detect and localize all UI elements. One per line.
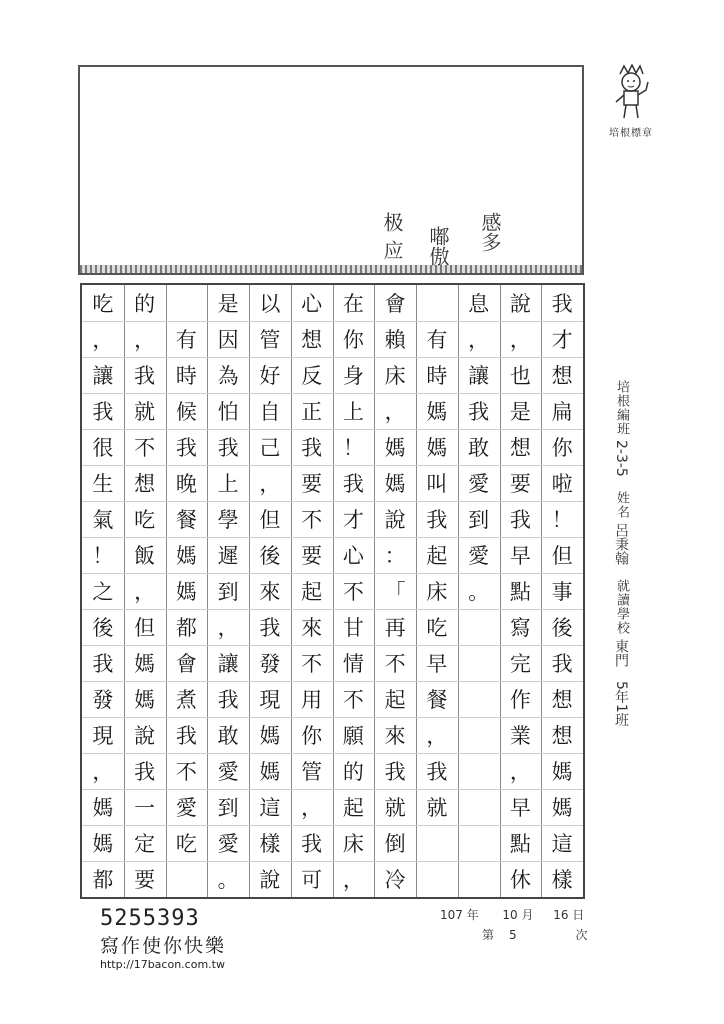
grid-cell: 媽 (551, 796, 573, 820)
grid-cell: 床 (384, 364, 406, 388)
grid-cell: 吃 (175, 832, 197, 856)
grid-cell: 是 (217, 292, 239, 316)
grid-cell: 早 (509, 796, 531, 820)
grid-cell (458, 861, 500, 897)
grid-cell: 為 (217, 364, 239, 388)
grid-cell: 媽 (175, 580, 197, 604)
grid-cell: 管 (301, 760, 323, 784)
grid-cell: 有 (175, 328, 197, 352)
date-year-unit: 年 (466, 908, 479, 922)
grid-cell: 但 (134, 616, 156, 640)
grid-cell: 樣 (259, 832, 281, 856)
grid-cell: 我 (134, 760, 156, 784)
grid-cell: 我 (301, 436, 323, 460)
grid-cell: 我 (509, 508, 531, 532)
grid-cell: ， (509, 760, 531, 784)
grid-cell: 飯 (134, 544, 156, 568)
grid-cell: 再 (384, 616, 406, 640)
grid-cell: 媽 (384, 472, 406, 496)
grid-cell: 我 (175, 724, 197, 748)
grid-cell: 我 (342, 472, 364, 496)
grid-cell: 反 (301, 364, 323, 388)
teacher-comment-line: 感多 (478, 212, 502, 252)
grid-cell: 倒 (384, 832, 406, 856)
grid-cell: 會 (384, 292, 406, 316)
grid-cell: 時 (426, 364, 448, 388)
grid-cell: 讓 (468, 364, 490, 388)
grid-cell (416, 285, 458, 321)
date-month: 10 (502, 908, 518, 922)
grid-cell: 想 (301, 328, 323, 352)
grid-cell: 氣 (92, 508, 114, 532)
grid-cell: 要 (509, 472, 531, 496)
grid-cell: 不 (384, 652, 406, 676)
name-label: 姓名 (614, 490, 629, 519)
grid-cell: ， (342, 868, 364, 892)
grid-cell: 愛 (468, 544, 490, 568)
grid-cell: 吃 (92, 292, 114, 316)
grid-cell: ， (134, 580, 156, 604)
grid-cell: 這 (551, 832, 573, 856)
grid-cell: 愛 (217, 832, 239, 856)
grid-cell: 「 (384, 580, 406, 604)
class-id-value: 2-3-5 (613, 440, 629, 477)
date-day-unit: 日 (572, 908, 585, 922)
grid-cell: 。 (468, 580, 490, 604)
grid-cell: 我 (217, 436, 239, 460)
grid-cell: 身 (342, 364, 364, 388)
grid-cell: 都 (92, 868, 114, 892)
session-prefix: 第 (482, 928, 495, 942)
grid-cell: 才 (342, 508, 364, 532)
teacher-comment-line: 应 (380, 240, 404, 260)
grid-cell: 息 (468, 292, 490, 316)
grid-cell: 很 (92, 436, 114, 460)
grid-cell: 讓 (92, 364, 114, 388)
grid-cell: 媽 (175, 544, 197, 568)
grid-cell: ， (426, 724, 448, 748)
grid-cell: 我 (426, 760, 448, 784)
grid-cell: 發 (259, 652, 281, 676)
grid-cell: 遲 (217, 544, 239, 568)
grid-cell: ， (509, 328, 531, 352)
grid-cell: 的 (342, 760, 364, 784)
grid-cell: ， (217, 616, 239, 640)
grid-cell: 敢 (468, 436, 490, 460)
grid-cell: 媽 (259, 760, 281, 784)
grid-cell: 後 (551, 616, 573, 640)
grid-cell: 床 (342, 832, 364, 856)
student-info (604, 380, 638, 741)
grid-cell: 心 (301, 292, 323, 316)
grid-cell: 寫 (509, 616, 531, 640)
grid-cell: ！ (551, 508, 573, 532)
grid-cell: 媽 (134, 652, 156, 676)
grid-cell: 不 (342, 580, 364, 604)
grid-cell: 業 (509, 724, 531, 748)
grid-cell: 我 (134, 364, 156, 388)
grid-cell: 不 (301, 652, 323, 676)
grid-cell: 媽 (259, 724, 281, 748)
grid-cell: 到 (217, 580, 239, 604)
grid-cell: 情 (342, 652, 364, 676)
grid-cell: 點 (509, 832, 531, 856)
grid-cell: 但 (259, 508, 281, 532)
grid-cell: ， (468, 328, 490, 352)
grid-cell: 不 (175, 760, 197, 784)
grid-cell: 愛 (217, 760, 239, 784)
grid-cell: 吃 (134, 508, 156, 532)
grid-cell: 不 (134, 436, 156, 460)
grid-cell: 煮 (175, 688, 197, 712)
grid-cell: 我 (259, 616, 281, 640)
date-month-unit: 月 (521, 908, 534, 922)
grid-cell: ， (259, 472, 281, 496)
grid-cell: 說 (259, 868, 281, 892)
grid-cell: 我 (301, 832, 323, 856)
grid-cell: 到 (468, 508, 490, 532)
grid-cell: 要 (301, 472, 323, 496)
grid-cell: 後 (259, 544, 281, 568)
grid-cell: 就 (384, 796, 406, 820)
website-url: http://17bacon.com.tw (100, 958, 225, 971)
grid-cell: 起 (384, 688, 406, 712)
comment-box-edge (80, 265, 582, 273)
teacher-comment-box (78, 65, 584, 275)
grid-cell: ， (92, 328, 114, 352)
grid-cell: 想 (551, 724, 573, 748)
grid-cell: 用 (301, 688, 323, 712)
grid-cell: 啦 (551, 472, 573, 496)
grid-cell: 正 (301, 400, 323, 424)
date-line (440, 906, 590, 923)
grid-cell: 愛 (468, 472, 490, 496)
grid-cell: 就 (426, 796, 448, 820)
grid-cell: 好 (259, 364, 281, 388)
grid-cell: 想 (134, 472, 156, 496)
grid-cell: 媽 (92, 832, 114, 856)
grid-cell (458, 609, 500, 645)
grid-cell: 在 (342, 292, 364, 316)
grid-cell: 我 (92, 652, 114, 676)
grid-cell: 餐 (175, 508, 197, 532)
grid-cell: 這 (259, 796, 281, 820)
grid-cell: 我 (384, 760, 406, 784)
grid-cell (165, 285, 207, 321)
date-day: 16 (553, 908, 569, 922)
teacher-comment-line: 嘟傲 (426, 226, 450, 266)
grid-cell: 願 (342, 724, 364, 748)
grid-cell: 時 (175, 364, 197, 388)
grid-cell: 休 (509, 868, 531, 892)
grid-cell: 我 (551, 652, 573, 676)
student-code: 5255393 (100, 906, 200, 931)
grid-cell: 樣 (551, 868, 573, 892)
grid-cell: 也 (509, 364, 531, 388)
grid-cell: ， (92, 760, 114, 784)
grid-cell (458, 789, 500, 825)
session-unit: 次 (575, 928, 588, 942)
teacher-comment-line: 极 (380, 212, 404, 232)
grid-cell: 冷 (384, 868, 406, 892)
school-value: 東門 (613, 638, 629, 667)
grid-cell: 要 (301, 544, 323, 568)
grid-cell: 說 (509, 292, 531, 316)
footer (100, 906, 270, 971)
grid-cell: 餐 (426, 688, 448, 712)
grid-cell: 自 (259, 400, 281, 424)
session-number: 5 (509, 928, 517, 942)
grid-cell: 作 (509, 688, 531, 712)
grid-cell: 你 (342, 328, 364, 352)
grid-cell: 讓 (217, 652, 239, 676)
grid-cell: ： (384, 544, 406, 568)
grid-cell: 有 (426, 328, 448, 352)
grid-cell (458, 645, 500, 681)
grid-cell: 點 (509, 580, 531, 604)
class-id-label: 培根編班 (614, 380, 629, 436)
grid-cell: 說 (384, 508, 406, 532)
grid-cell: 甘 (342, 616, 364, 640)
stamp-label: 培根標章 (609, 128, 653, 139)
grid-cell: 媽 (384, 436, 406, 460)
grid-cell: 媽 (426, 400, 448, 424)
grid-cell: 發 (92, 688, 114, 712)
grid-cell: 可 (301, 868, 323, 892)
grid-cell: 到 (217, 796, 239, 820)
grid-cell: 我 (551, 292, 573, 316)
grid-cell: 我 (175, 436, 197, 460)
grid-cell: 之 (92, 580, 114, 604)
grid-cell: ， (134, 328, 156, 352)
name-value: 呂秉翰 (613, 522, 629, 565)
grid-cell: 你 (301, 724, 323, 748)
grid-cell: 早 (509, 544, 531, 568)
grid-cell: ， (384, 400, 406, 424)
grid-cell: ！ (342, 436, 364, 460)
grid-cell: 扁 (551, 400, 573, 424)
grid-cell: 晚 (175, 472, 197, 496)
grid-cell: 不 (342, 688, 364, 712)
writing-grid (80, 283, 585, 899)
grid-cell: 現 (92, 724, 114, 748)
grid-cell: 來 (384, 724, 406, 748)
grid-cell: 上 (217, 472, 239, 496)
grid-cell: 媽 (426, 436, 448, 460)
grid-cell: 就 (134, 400, 156, 424)
slogan: 寫作使你快樂 (100, 935, 227, 957)
grid-cell: 我 (426, 508, 448, 532)
grid-cell: 上 (342, 400, 364, 424)
grid-cell (458, 825, 500, 861)
grid-cell: 說 (134, 724, 156, 748)
grid-cell: ， (301, 796, 323, 820)
session-line (482, 926, 592, 943)
grid-cell: 都 (175, 616, 197, 640)
grid-cell: 起 (301, 580, 323, 604)
grid-cell: 我 (217, 688, 239, 712)
grid-cell: 要 (134, 868, 156, 892)
grid-cell: 叫 (426, 472, 448, 496)
grid-cell: 心 (342, 544, 364, 568)
grid-cell: 完 (509, 652, 531, 676)
grid-cell: 早 (426, 652, 448, 676)
grid-cell: 來 (301, 616, 323, 640)
grid-cell: 後 (92, 616, 114, 640)
grid-cell: 管 (259, 328, 281, 352)
grid-cell: 想 (551, 364, 573, 388)
grid-cell: 媽 (134, 688, 156, 712)
grid-cell: 。 (217, 868, 239, 892)
grid-cell: 你 (551, 436, 573, 460)
grid-cell: 賴 (384, 328, 406, 352)
grid-cell: 生 (92, 472, 114, 496)
grid-cell: 會 (175, 652, 197, 676)
grid-cell: 來 (259, 580, 281, 604)
grid-cell: 吃 (426, 616, 448, 640)
grid-cell: 候 (175, 400, 197, 424)
bacon-stamp (596, 60, 666, 150)
grid-cell: 想 (509, 436, 531, 460)
grid-cell: 但 (551, 544, 573, 568)
grade-value: 5年1班 (613, 680, 629, 727)
grid-cell (458, 681, 500, 717)
grid-cell: 是 (509, 400, 531, 424)
grid-cell: 因 (217, 328, 239, 352)
date-year: 107 (440, 908, 463, 922)
grid-cell: 怕 (217, 400, 239, 424)
grid-cell: 起 (426, 544, 448, 568)
school-label: 就讀學校 (614, 578, 629, 635)
grid-cell (458, 753, 500, 789)
grid-cell: 床 (426, 580, 448, 604)
grid-cell: 現 (259, 688, 281, 712)
grid-cell: 己 (259, 436, 281, 460)
grid-cell: 的 (134, 292, 156, 316)
grid-cell: ！ (92, 544, 114, 568)
mascot-icon (606, 60, 656, 122)
grid-cell: 事 (551, 580, 573, 604)
grid-cell: 愛 (175, 796, 197, 820)
grid-cell (458, 717, 500, 753)
grid-cell: 想 (551, 688, 573, 712)
grid-cell: 定 (134, 832, 156, 856)
grid-cell: 媽 (92, 796, 114, 820)
grid-cell: 起 (342, 796, 364, 820)
grid-cell: 敢 (217, 724, 239, 748)
grid-cell: 不 (301, 508, 323, 532)
grid-cell: 才 (551, 328, 573, 352)
grid-cell: 一 (134, 796, 156, 820)
grid-cell: 我 (468, 400, 490, 424)
grid-cell: 媽 (551, 760, 573, 784)
grid-cell: 以 (259, 292, 281, 316)
grid-cell: 我 (92, 400, 114, 424)
grid-cell: 學 (217, 508, 239, 532)
